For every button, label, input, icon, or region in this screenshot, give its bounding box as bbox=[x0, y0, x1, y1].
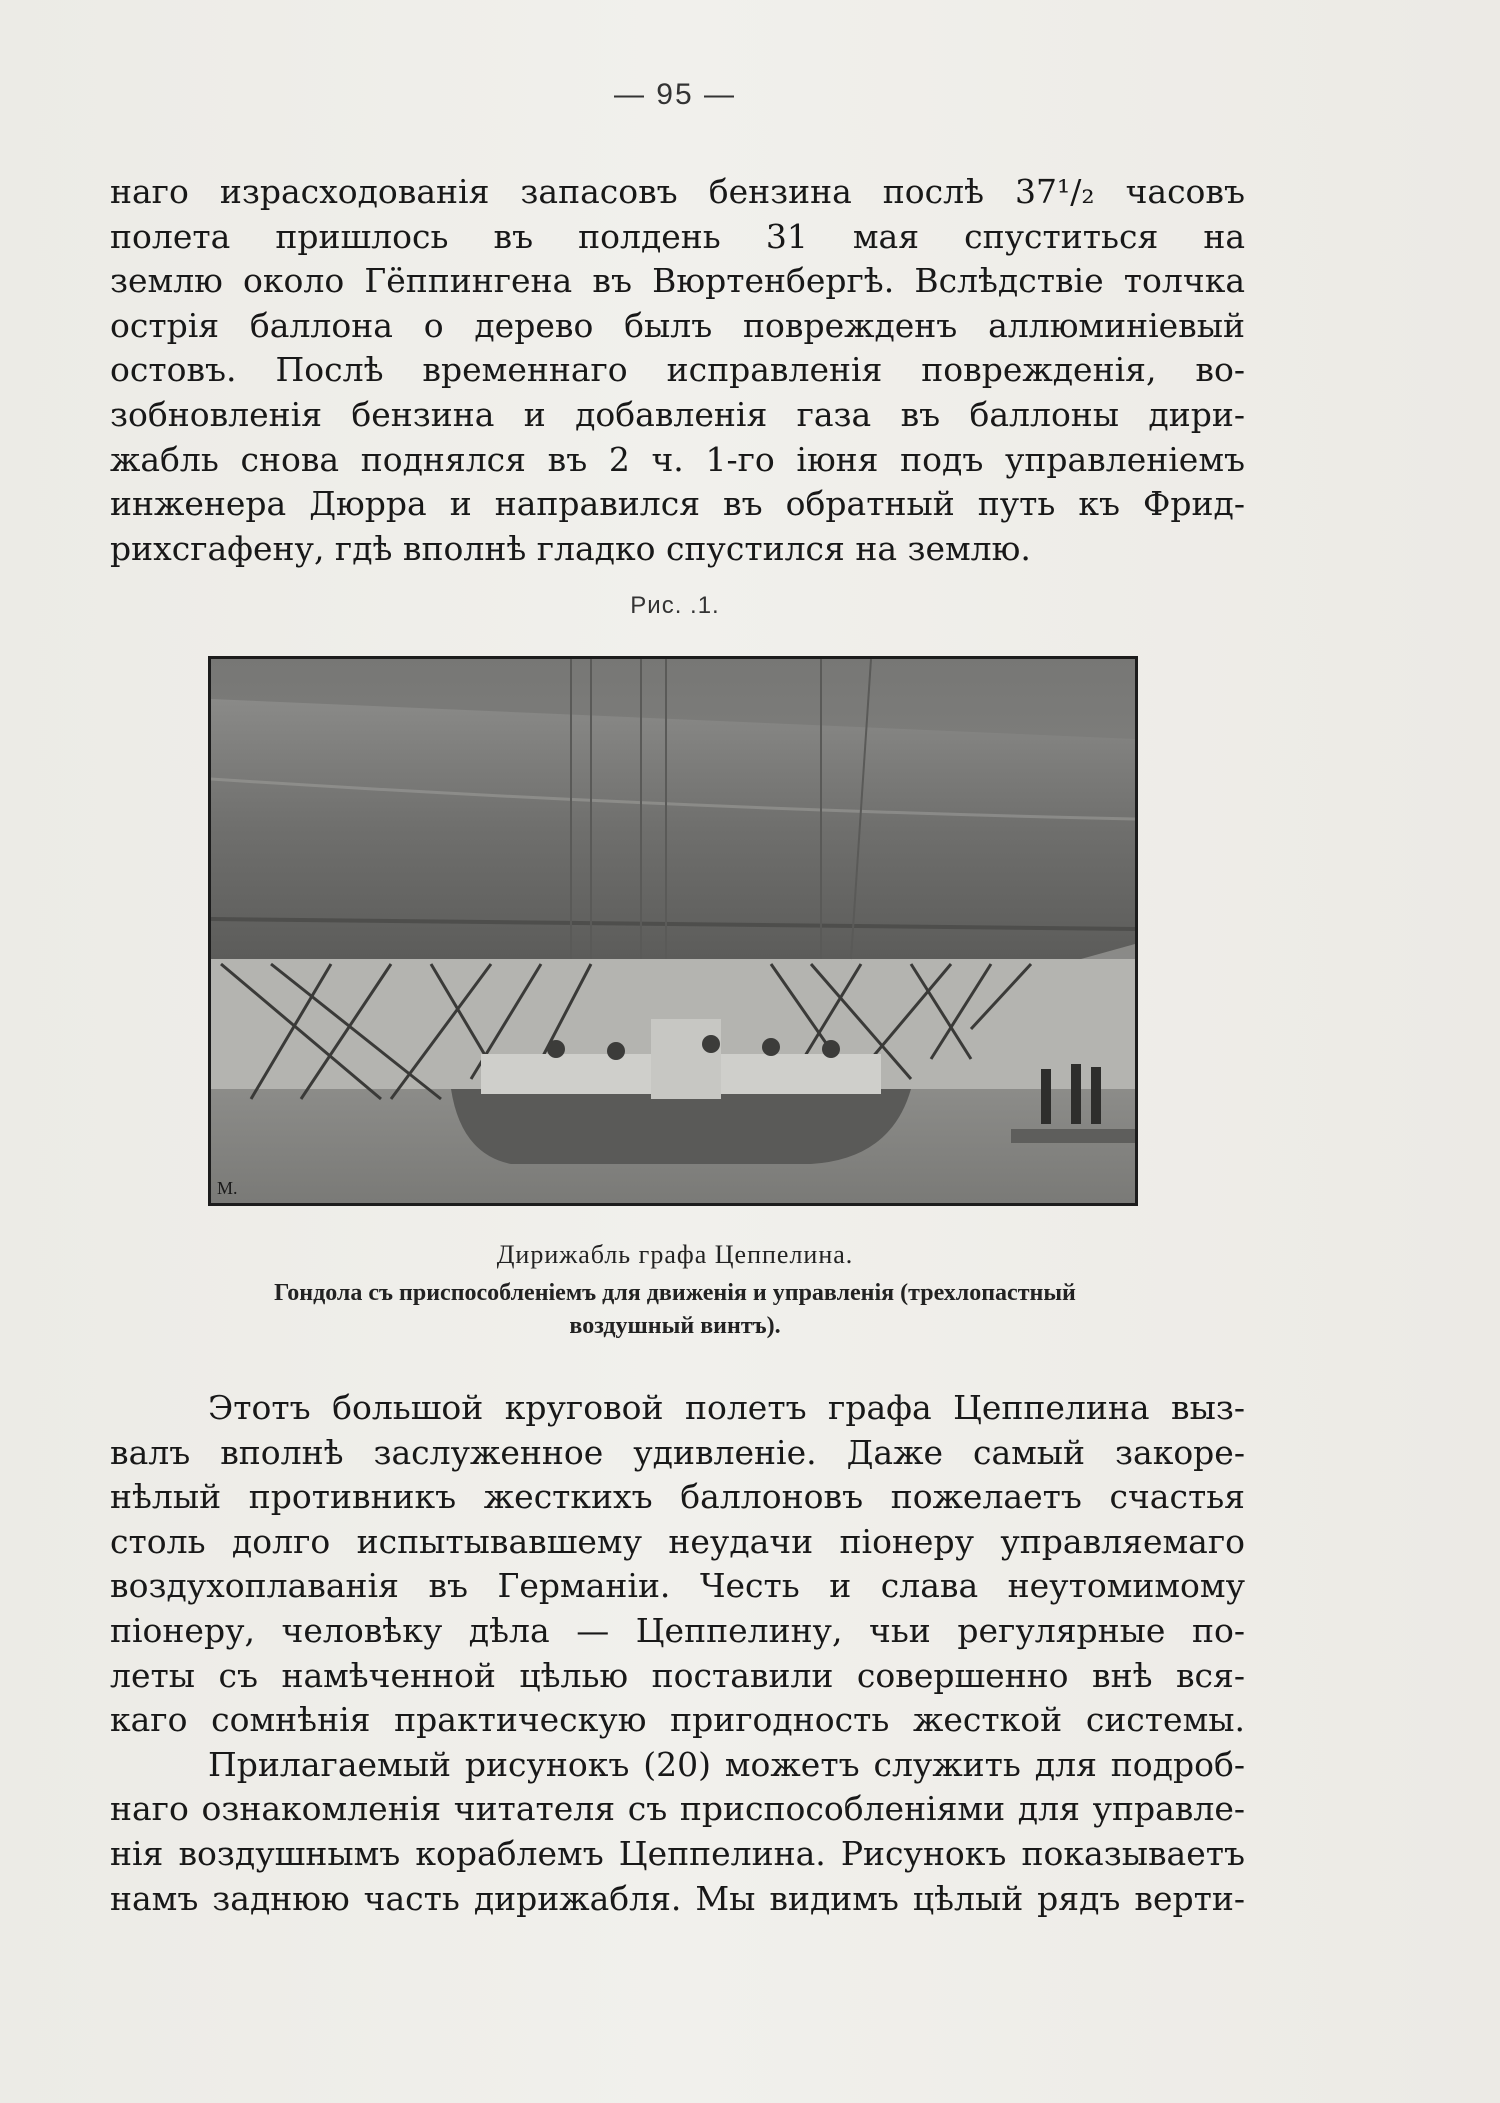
text-line: полета пришлось въ полдень 31 мая спуститься на bbox=[110, 216, 1245, 256]
text-line: зобновленія бензина и добавленія газа въ баллоны дири- bbox=[110, 394, 1245, 434]
paragraph-bottom bbox=[110, 1386, 1245, 1921]
text-line: воздухоплаванія въ Германіи. Честь и слава неутомимому bbox=[110, 1566, 1245, 1606]
text-line: нія воздушнымъ кораблемъ Цеппелина. Рисунокъ показываетъ bbox=[110, 1833, 1245, 1873]
text-line: наго израсходованія запасовъ бензина послѣ 37¹/₂ часовъ bbox=[110, 172, 1245, 211]
text-line: намъ заднюю часть дирижабля. Мы видимъ цѣлый рядъ верти- bbox=[110, 1878, 1245, 1918]
engraver-mark: M. bbox=[217, 1178, 238, 1198]
text-line: валъ вполнѣ заслуженное удивленіе. Даже самый закоре- bbox=[110, 1432, 1245, 1472]
text-line: Этотъ большой круговой полетъ графа Цеппелина выз- bbox=[208, 1388, 1245, 1427]
paragraph-2 bbox=[110, 1743, 1245, 1921]
figure-label: Рис. .1. bbox=[630, 592, 720, 619]
text-line: столь долго испытывавшему неудачи піонеру управляемаго bbox=[110, 1521, 1245, 1561]
caption-line: Гондола съ приспособленіемъ для движенія и управленія (трехлопастный bbox=[274, 1280, 1076, 1306]
paragraph-top bbox=[110, 170, 1245, 571]
paragraph-1 bbox=[110, 1386, 1245, 1743]
text-line: нѣлый противникъ жесткихъ баллоновъ пожелаетъ счастья bbox=[110, 1477, 1245, 1517]
text-line: каго сомнѣнія практическую пригодность жесткой системы. bbox=[110, 1700, 1245, 1740]
text-line: жабль снова поднялся въ 2 ч. 1-го іюня подъ управленіемъ bbox=[110, 439, 1245, 479]
page-number: — 95 — bbox=[613, 78, 737, 111]
text-line: острія баллона о дерево былъ поврежденъ аллюминіевый bbox=[110, 305, 1245, 345]
airship-gondola-illustration bbox=[211, 659, 1135, 1203]
airship-photo bbox=[208, 656, 1138, 1206]
text-line: Прилагаемый рисунокъ (20) можетъ служить для подроб- bbox=[208, 1744, 1245, 1784]
figure-caption-title: Дирижабль графа Цеппелина. bbox=[496, 1240, 854, 1269]
text-line: землю около Гёппингена въ Вюртенбергѣ. Вслѣдствіе толчка bbox=[110, 261, 1245, 301]
figure-caption-body bbox=[100, 1277, 1250, 1343]
text-line: наго ознакомленія читателя съ приспособленіями для управле- bbox=[110, 1789, 1245, 1829]
text-line: леты съ намѣченной цѣлью поставили совершенно внѣ вся- bbox=[110, 1655, 1245, 1695]
caption-line: воздушный винтъ). bbox=[569, 1313, 781, 1339]
text-line: піонеру, человѣку дѣла — Цеппелину, чьи регулярные по- bbox=[110, 1610, 1245, 1650]
text-line: остовъ. Послѣ временнаго исправленія поврежденія, во- bbox=[110, 350, 1245, 390]
text-line: инженера Дюрра и направился въ обратный путь къ Фрид- bbox=[110, 484, 1245, 524]
text-line: рихсгафену, гдѣ вполнѣ гладко спустился на землю. bbox=[110, 528, 1031, 568]
